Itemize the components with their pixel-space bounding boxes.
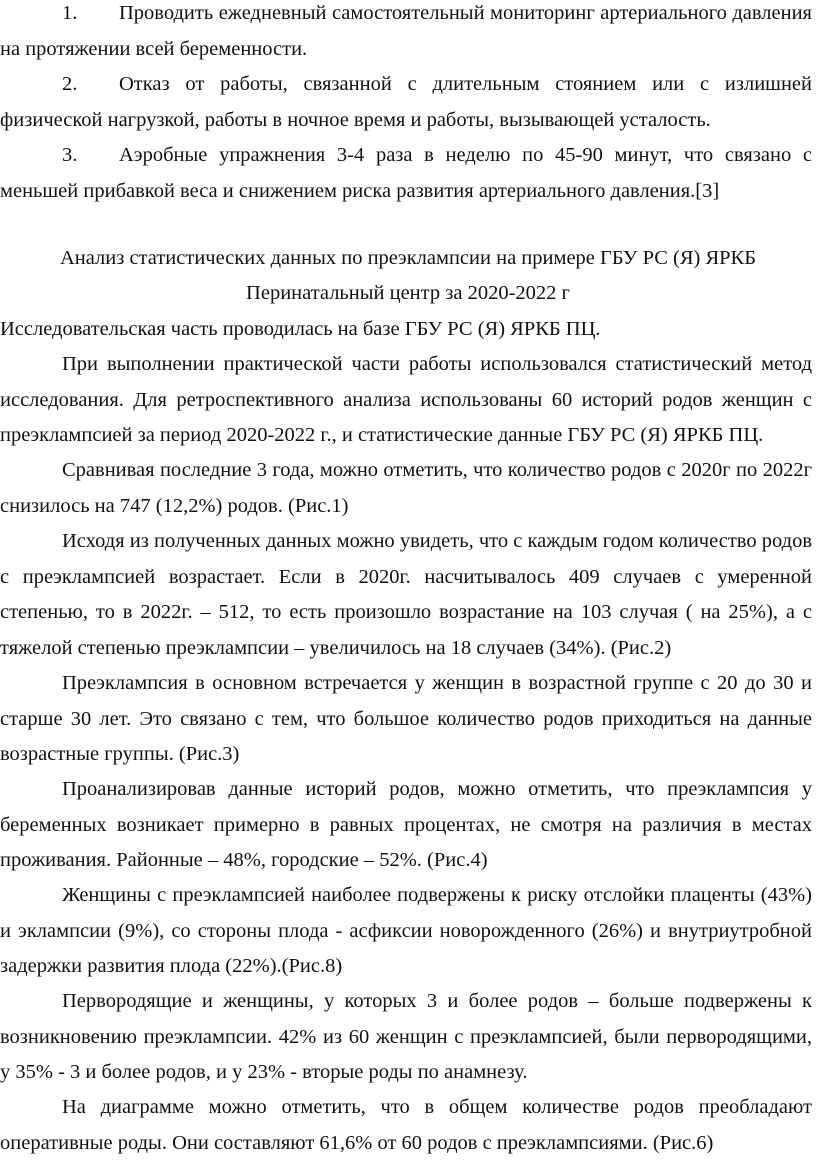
paragraph-age-groups: Преэклампсия в основном встречается у женщин в возрастной группе с 20 до 30 и старше 30 лет. Это связано с тем, что большое количество родов приходиться на данные возрастные группы. (Рис.3): [0, 672, 812, 765]
paragraph-operative-births: На диаграмме можно отметить, что в общем количестве родов преобладают оперативные роды. Они составляют 61,6% от 60 родов с преэклампсиями. (Рис.6): [0, 1096, 812, 1154]
paragraph-complications: Женщины с преэклампсией наиболее подвержены к риску отслойки плаценты (43%) и эклампсии (9%), со стороны плода - асфиксии новорожденного (26%) и внутриутробной задержки развития плода (22%).(Рис.8): [0, 884, 812, 977]
paragraph-research-base: Исследовательская часть проводилась на базе ГБУ РС (Я) ЯРКБ ПЦ.: [0, 318, 601, 340]
list-item-3: [0, 138, 812, 209]
list-item-1: [0, 0, 812, 67]
section-heading-line-2: Перинатальный центр за 2020-2022 г: [246, 282, 570, 304]
paragraph-preeclampsia-growth: Исходя из полученных данных можно увидеть, что с каждым годом количество родов с преэклампсией возрастает. Если в 2020г. насчитывалось 409 случаев с умеренной степенью, то в 2022г. – 512, то есть произошло возрастание на 103 случая ( на 25%), а с тяжелой степенью преэклампсии – увеличилось на 18 случаев (34%). (Рис.2): [0, 530, 812, 659]
paragraph-method: При выполнении практической части работы использовался статистический метод исследования. Для ретроспективного анализа использованы 60 историй родов женщин с преэклампсией за период 2020-2022 г., и статистические данные ГБУ РС (Я) ЯРКБ ПЦ.: [0, 353, 812, 446]
list-item-2: [0, 67, 812, 138]
list-text: Отказ от работы, связанной с длительным стоянием или с излишней физической нагрузкой, работы в ночное время и работы, вызывающей усталость.: [0, 73, 812, 131]
list-number: 2.: [62, 73, 78, 95]
section-heading-line-1: Анализ статистических данных по преэклампсии на примере ГБУ РС (Я) ЯРКБ: [59, 247, 756, 269]
list-number: 3.: [62, 144, 78, 166]
list-text: Аэробные упражнения 3-4 раза в неделю по 45-90 минут, что связано с меньшей прибавкой веса и снижением риска развития артериального давления.[3]: [0, 144, 812, 202]
paragraph-residence: Проанализировав данные историй родов, можно отметить, что преэклампсия у беременных возникает примерно в равных процентах, не смотря на различия в местах проживания. Районные – 48%, городские – 52%. (Рис.4): [0, 778, 812, 871]
paragraph-parity: Первородящие и женщины, у которых 3 и более родов – больше подвержены к возникновению преэклампсии. 42% из 60 женщин с преэклампсией, были первородящими, у 35% - 3 и более родов, и у 23% - вторые роды по анамнезу.: [0, 990, 812, 1083]
list-number: 1.: [62, 2, 78, 24]
paragraph-births-decrease: Сравнивая последние 3 года, можно отметить, что количество родов с 2020г по 2022г снизилось на 747 (12,2%) родов. (Рис.1): [0, 459, 812, 517]
list-text: Проводить ежедневный самостоятельный мониторинг артериального давления на протяжении всей беременности.: [0, 2, 812, 60]
